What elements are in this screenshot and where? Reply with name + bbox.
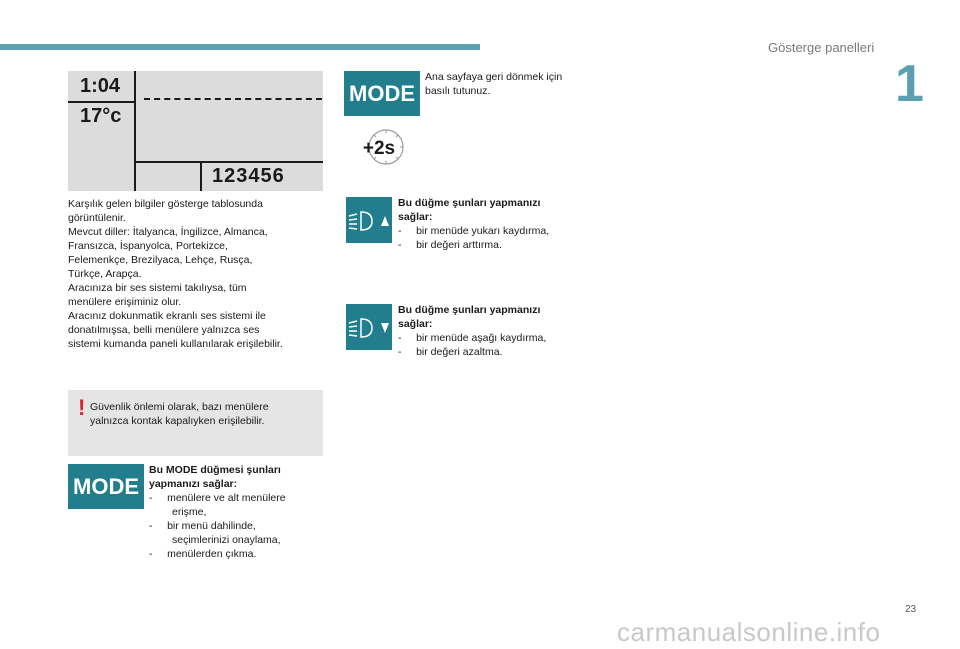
down-button-description	[398, 303, 598, 359]
scroll-up-button-icon	[346, 197, 392, 243]
description-heading: sağlar:	[398, 318, 433, 330]
text-line: Aracınız dokunmatik ekranlı ses sistemi ile	[68, 310, 266, 322]
list-dash: -	[398, 239, 402, 251]
list-dash: -	[149, 548, 153, 560]
list-text: bir değeri arttırma.	[416, 239, 502, 251]
display-divider	[134, 71, 136, 191]
list-dash: -	[398, 332, 402, 344]
text-line: sistemi kumanda paneli kullanılarak erişilebilir.	[68, 338, 283, 350]
text-line: Güvenlik önlemi olarak, bazı menülere	[90, 401, 269, 413]
text-line: menülere erişiminiz olur.	[68, 296, 182, 308]
text-line: görüntülenir.	[68, 212, 126, 224]
up-button-description	[398, 196, 598, 252]
display-divider	[68, 101, 134, 103]
list-dash: -	[398, 346, 402, 358]
text-line: Mevcut diller: İtalyanca, İngilizce, Almanca,	[68, 226, 268, 238]
text-line: donatılmışsa, belli menülere yalnızca ses	[68, 324, 260, 336]
text-line: Felemenkçe, Brezilyaca, Lehçe, Rusça,	[68, 254, 253, 266]
header-accent-bar	[0, 44, 480, 50]
warning-text	[90, 400, 316, 428]
scroll-down-button-icon	[346, 304, 392, 350]
text-line: Fransızca, İspanyolca, Portekizce,	[68, 240, 228, 252]
list-dash: -	[149, 492, 153, 504]
hold-timer-icon	[358, 127, 404, 167]
list-text: menülere ve alt menülere	[167, 492, 286, 504]
text-line: Türkçe, Arapça.	[68, 268, 142, 280]
description-heading: Bu düğme şunları yapmanızı	[398, 197, 541, 209]
list-text: bir menü dahilinde,	[167, 520, 256, 532]
mode-description	[149, 463, 319, 561]
mode-button-icon: MODE	[68, 464, 144, 509]
display-divider	[134, 161, 323, 163]
list-item	[149, 519, 319, 547]
warning-icon: !	[78, 395, 86, 420]
list-text: erişme,	[172, 506, 207, 518]
list-dash: -	[149, 520, 153, 532]
text-line: Karşılık gelen bilgiler gösterge tablosunda	[68, 198, 263, 210]
mode-hold-description	[425, 70, 595, 98]
text-line: basılı tutunuz.	[425, 85, 491, 97]
list-item	[149, 547, 319, 561]
hold-duration-label: +2s	[362, 138, 396, 159]
display-odometer: 123456	[212, 165, 285, 187]
list-dash: -	[398, 225, 402, 237]
display-dashed-line	[144, 98, 322, 100]
display-time: 1:04	[80, 75, 121, 97]
mode-button-icon: MODE	[344, 71, 420, 116]
text-line: Ana sayfaya geri dönmek için	[425, 71, 563, 83]
text-line: yalnızca kontak kapalıyken erişilebilir.	[90, 415, 265, 427]
list-item	[398, 345, 598, 359]
intro-text	[68, 197, 326, 351]
description-heading: sağlar:	[398, 211, 433, 223]
instrument-display	[68, 71, 323, 191]
list-text: seçimlerinizi onaylama,	[172, 534, 281, 546]
watermark: carmanualsonline.info	[617, 617, 881, 647]
description-heading: yapmanızı sağlar:	[149, 478, 238, 490]
list-item	[398, 331, 598, 345]
list-text: bir menüde yukarı kaydırma,	[416, 225, 550, 237]
display-temperature: 17°c	[80, 105, 122, 127]
display-divider	[200, 161, 202, 191]
list-text: menülerden çıkma.	[167, 548, 257, 560]
list-text: bir menüde aşağı kaydırma,	[416, 332, 547, 344]
section-title: Gösterge panelleri	[768, 40, 875, 55]
list-item	[398, 238, 598, 252]
warning-box	[68, 390, 323, 456]
description-heading: Bu düğme şunları yapmanızı	[398, 304, 541, 316]
description-heading: Bu MODE düğmesi şunları	[149, 464, 281, 476]
page-number: 23	[905, 604, 917, 615]
list-item	[149, 491, 319, 519]
chapter-number: 1	[895, 55, 924, 113]
text-line: Aracınıza bir ses sistemi takılıysa, tüm	[68, 282, 247, 294]
list-item	[398, 224, 598, 238]
list-text: bir değeri azaltma.	[416, 346, 503, 358]
